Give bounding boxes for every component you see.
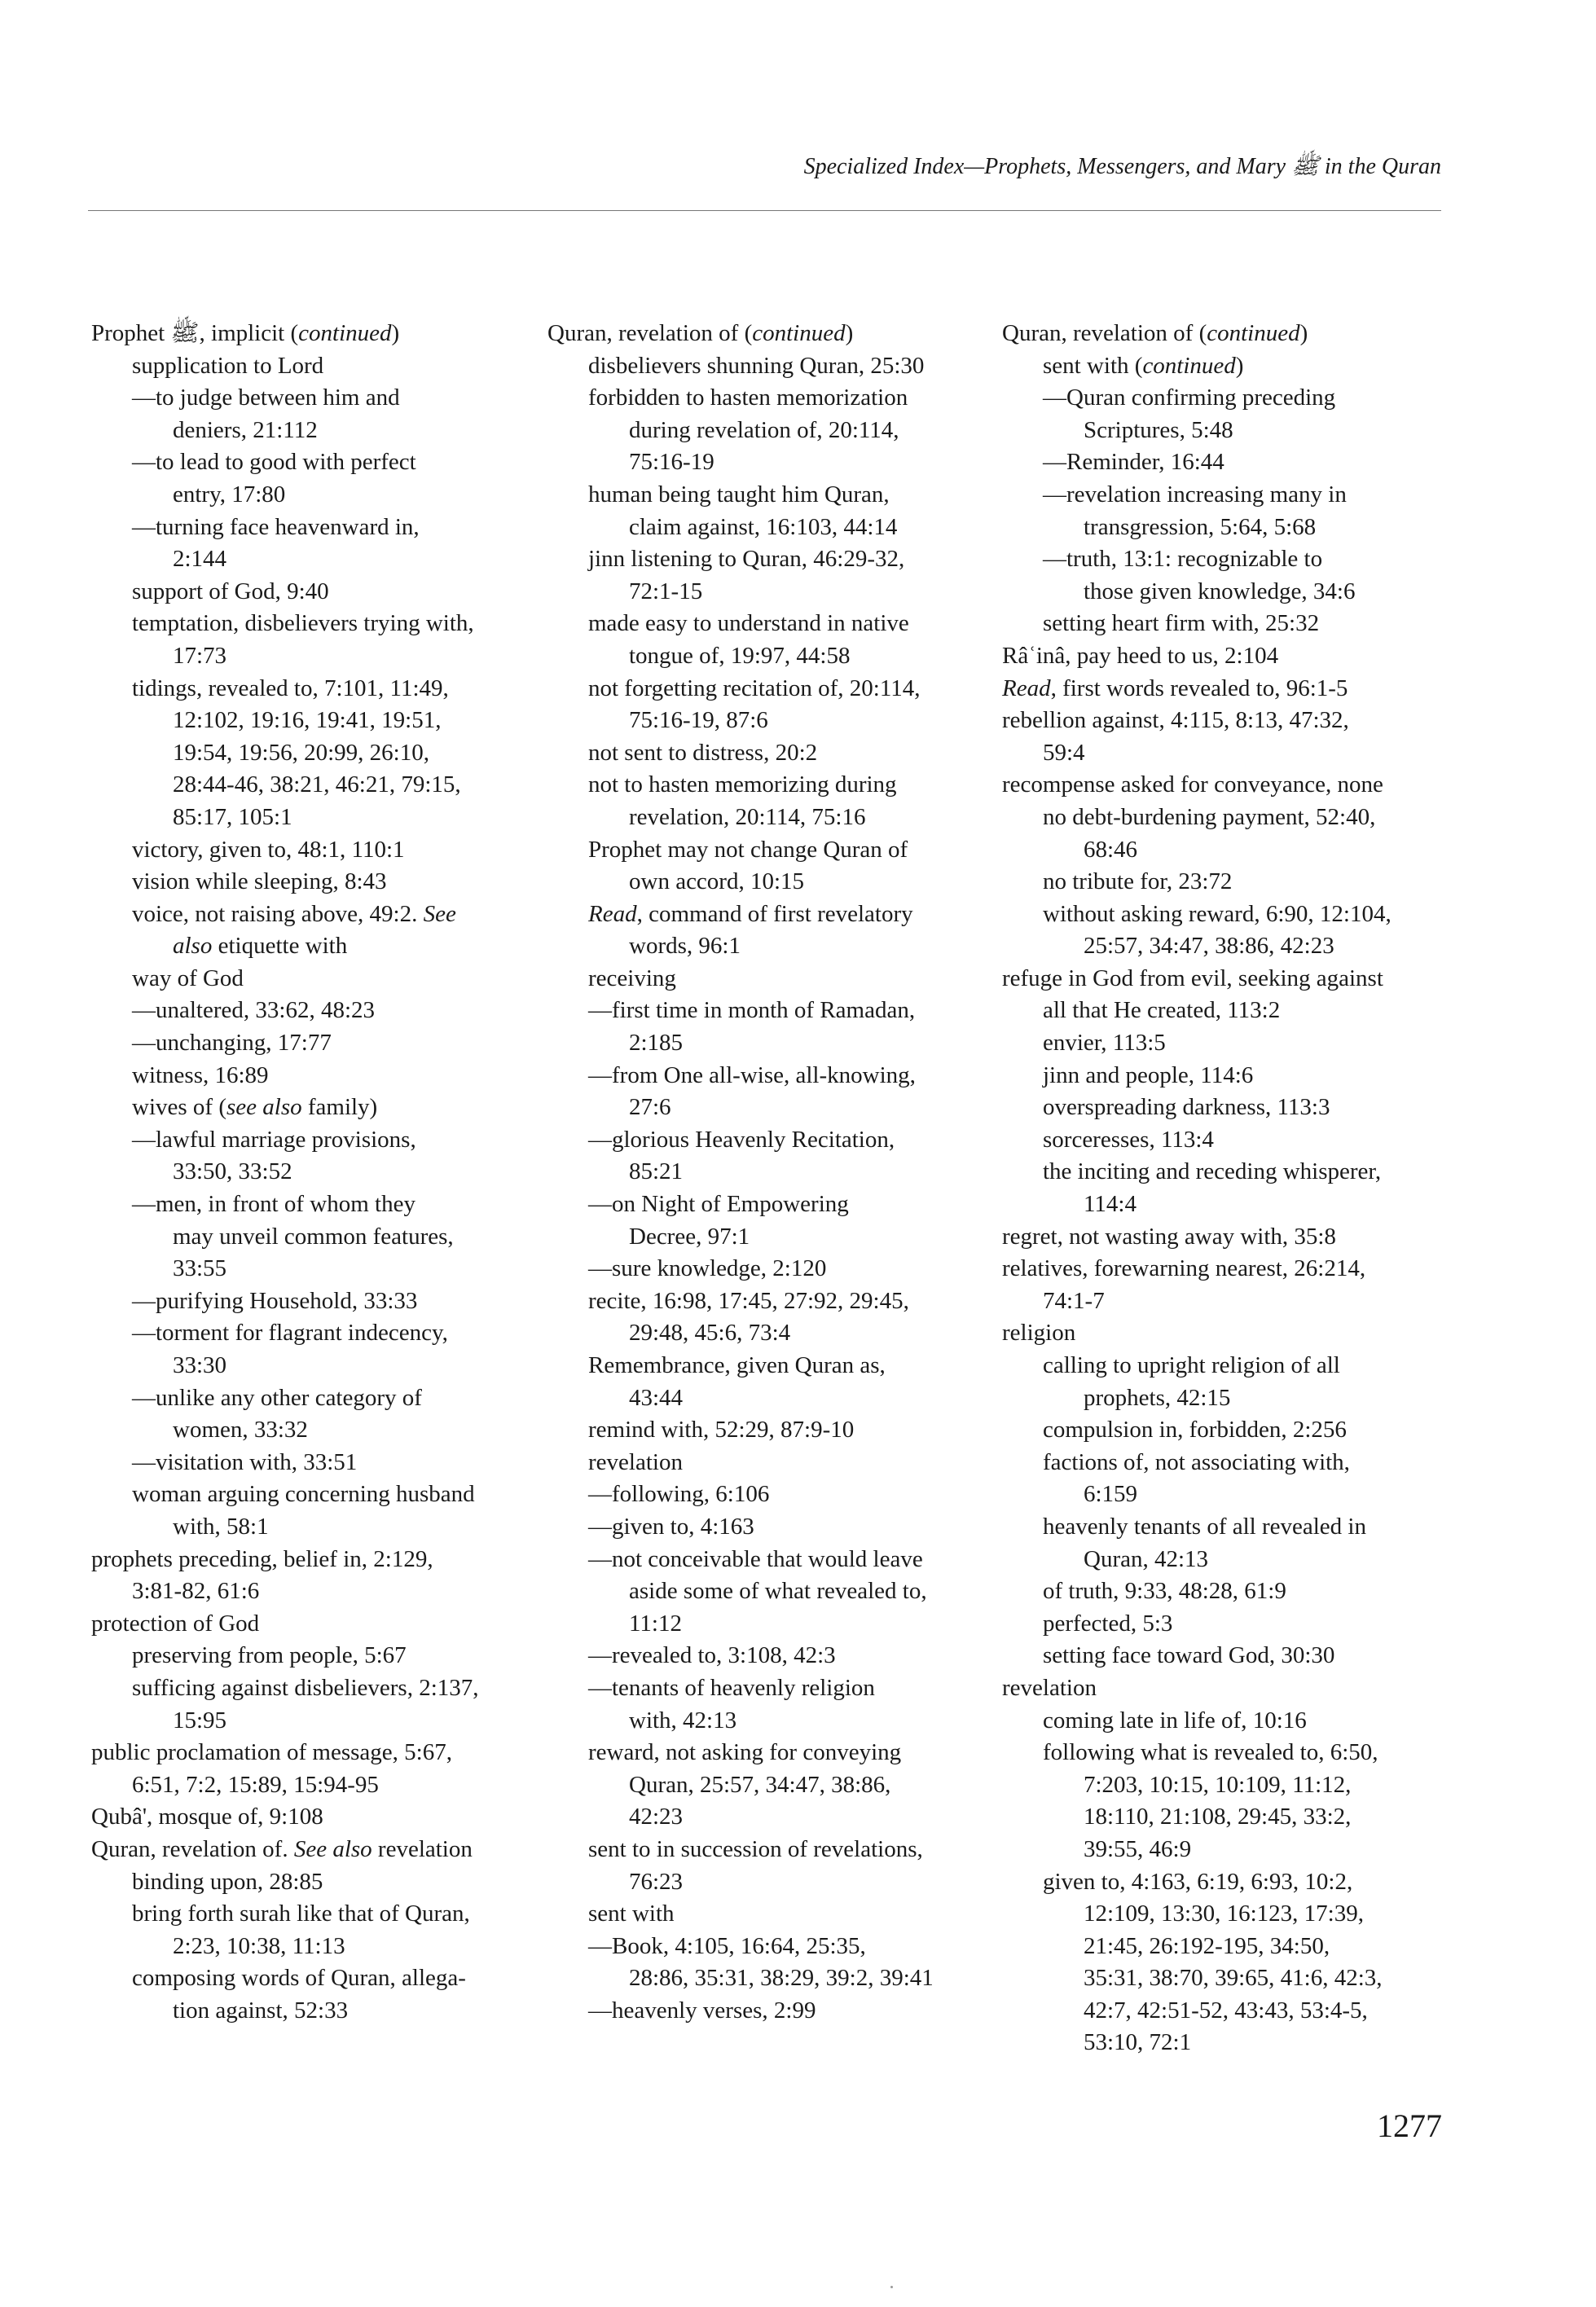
- index-line: setting face toward God, 30:30: [1043, 1642, 1335, 1669]
- index-line: following what is revealed to, 6:50,: [1043, 1739, 1378, 1766]
- index-line: regret, not wasting away with, 35:8: [1002, 1223, 1336, 1250]
- index-line: 42:23: [629, 1804, 684, 1830]
- print-speck: [890, 2286, 893, 2288]
- index-line: —purifying Household, 33:33: [132, 1287, 418, 1314]
- index-line: envier, 113:5: [1043, 1030, 1166, 1057]
- index-line: Quran, 25:57, 34:47, 38:86,: [629, 1771, 891, 1798]
- index-line: —sure knowledge, 2:120: [588, 1255, 827, 1282]
- index-line: rebellion against, 4:115, 8:13, 47:32,: [1002, 707, 1349, 734]
- index-line: 25:57, 34:47, 38:86, 42:23: [1084, 933, 1334, 960]
- index-line: factions of, not associating with,: [1043, 1448, 1350, 1475]
- index-line: —not conceivable that would leave: [588, 1545, 923, 1572]
- index-line: 29:48, 45:6, 73:4: [629, 1320, 791, 1347]
- index-line: with, 42:13: [629, 1707, 737, 1734]
- index-line: sorceresses, 113:4: [1043, 1126, 1214, 1153]
- index-line: 6:51, 7:2, 15:89, 15:94-95: [132, 1771, 379, 1798]
- running-header: Specialized Index—Prophets, Messengers, and Mary ﷺ in the Quran: [803, 154, 1441, 179]
- page-number: 1277: [1377, 2107, 1442, 2144]
- index-line: deniers, 21:112: [173, 416, 318, 443]
- index-line: 2:144: [173, 546, 227, 573]
- index-line: no debt-burdening payment, 52:40,: [1043, 803, 1376, 830]
- index-line: without asking reward, 6:90, 12:104,: [1043, 900, 1392, 927]
- index-line: —heavenly verses, 2:99: [588, 1997, 816, 2024]
- index-line: not forgetting recitation of, 20:114,: [588, 675, 921, 701]
- index-line: revelation: [1002, 1674, 1097, 1701]
- index-line: —first time in month of Ramadan,: [588, 997, 916, 1024]
- index-line: refuge in God from evil, seeking against: [1002, 965, 1383, 991]
- index-line: —revealed to, 3:108, 42:3: [588, 1642, 836, 1669]
- index-line: given to, 4:163, 6:19, 6:93, 10:2,: [1043, 1868, 1353, 1895]
- index-line: all that He created, 113:2: [1043, 997, 1281, 1024]
- index-line: prophets, 42:15: [1084, 1384, 1231, 1411]
- index-line: during revelation of, 20:114,: [629, 416, 899, 443]
- index-line: disbelievers shunning Quran, 25:30: [588, 352, 925, 379]
- index-line: forbidden to hasten memorization: [588, 384, 908, 411]
- index-line: preserving from people, 5:67: [132, 1642, 407, 1669]
- index-line: 27:6: [629, 1094, 671, 1121]
- index-line: Qubâ', mosque of, 9:108: [91, 1804, 323, 1830]
- index-line: wives of (see also family): [132, 1094, 378, 1121]
- index-line: 53:10, 72:1: [1084, 2029, 1192, 2056]
- index-line: —from One all-wise, all-knowing,: [588, 1061, 916, 1088]
- index-line: 17:73: [173, 642, 227, 669]
- index-line: 33:55: [173, 1255, 227, 1282]
- index-line: —Quran confirming preceding: [1043, 384, 1336, 411]
- index-line: with, 58:1: [173, 1513, 269, 1540]
- index-line: religion: [1002, 1320, 1076, 1347]
- index-line: 12:102, 19:16, 19:41, 19:51,: [173, 707, 442, 734]
- index-line: 76:23: [629, 1868, 684, 1895]
- index-line: words, 96:1: [629, 933, 741, 960]
- index-line: victory, given to, 48:1, 110:1: [132, 836, 405, 863]
- index-line: —Reminder, 16:44: [1043, 449, 1224, 476]
- index-line: 72:1-15: [629, 578, 703, 604]
- index-line: voice, not raising above, 49:2. See: [132, 900, 456, 927]
- index-line: —glorious Heavenly Recitation,: [588, 1126, 895, 1153]
- index-line: 33:50, 33:52: [173, 1158, 292, 1185]
- index-line: —unaltered, 33:62, 48:23: [132, 997, 376, 1024]
- index-line: calling to upright religion of all: [1043, 1352, 1340, 1378]
- index-line: —unchanging, 17:77: [132, 1030, 332, 1057]
- index-line: —Book, 4:105, 16:64, 25:35,: [588, 1932, 866, 1959]
- index-line: —given to, 4:163: [588, 1513, 754, 1540]
- index-line: Scriptures, 5:48: [1084, 416, 1233, 443]
- index-line: transgression, 5:64, 5:68: [1084, 513, 1317, 540]
- index-line: 28:86, 35:31, 38:29, 39:2, 39:41: [629, 1965, 934, 1992]
- index-line: 85:17, 105:1: [173, 803, 292, 830]
- index-line: support of God, 9:40: [132, 578, 329, 604]
- index-line: —following, 6:106: [588, 1481, 770, 1508]
- index-line: 19:54, 19:56, 20:99, 26:10,: [173, 739, 429, 766]
- index-line: woman arguing concerning husband: [132, 1481, 475, 1508]
- index-line: human being taught him Quran,: [588, 481, 890, 508]
- index-line: 11:12: [629, 1610, 682, 1637]
- index-line: those given knowledge, 34:6: [1084, 578, 1356, 604]
- index-line: compulsion in, forbidden, 2:256: [1043, 1417, 1347, 1444]
- index-line: recite, 16:98, 17:45, 27:92, 29:45,: [588, 1287, 909, 1314]
- index-line: 68:46: [1084, 836, 1138, 863]
- index-line: vision while sleeping, 8:43: [132, 868, 387, 895]
- index-column-3: [1002, 318, 1458, 2059]
- index-line: heavenly tenants of all revealed in: [1043, 1513, 1366, 1540]
- index-line: 85:21: [629, 1158, 684, 1185]
- index-line: coming late in life of, 10:16: [1043, 1707, 1307, 1734]
- index-line: —lawful marriage provisions,: [132, 1126, 416, 1153]
- index-line: supplication to Lord: [132, 352, 324, 379]
- index-line: perfected, 5:3: [1043, 1610, 1173, 1637]
- index-line: Quran, revelation of (continued): [1002, 320, 1308, 346]
- index-line: overspreading darkness, 113:3: [1043, 1094, 1330, 1121]
- index-line: sent with (continued): [1043, 352, 1244, 379]
- index-line: —torment for flagrant indecency,: [132, 1320, 448, 1347]
- index-line: public proclamation of message, 5:67,: [91, 1739, 452, 1766]
- index-line: 3:81-82, 61:6: [132, 1578, 260, 1605]
- index-column-1: [91, 318, 547, 2027]
- index-line: 6:159: [1084, 1481, 1138, 1508]
- index-line: tion against, 52:33: [173, 1997, 349, 2024]
- index-line: made easy to understand in native: [588, 610, 909, 637]
- index-line: 7:203, 10:15, 10:109, 11:12,: [1084, 1771, 1352, 1798]
- index-line: may unveil common features,: [173, 1223, 454, 1250]
- index-line: —revelation increasing many in: [1043, 481, 1347, 508]
- index-line: 75:16-19, 87:6: [629, 707, 768, 734]
- index-line: revelation: [588, 1448, 683, 1475]
- index-line: sufficing against disbelievers, 2:137,: [132, 1674, 479, 1701]
- index-line: 2:185: [629, 1030, 684, 1057]
- index-line: 43:44: [629, 1384, 684, 1411]
- index-line: composing words of Quran, allega-: [132, 1965, 466, 1992]
- index-line: 114:4: [1084, 1191, 1137, 1218]
- index-line: aside some of what revealed to,: [629, 1578, 927, 1605]
- index-line: women, 33:32: [173, 1417, 308, 1444]
- index-line: tidings, revealed to, 7:101, 11:49,: [132, 675, 449, 701]
- index-line: temptation, disbelievers trying with,: [132, 610, 474, 637]
- index-line: receiving: [588, 965, 676, 991]
- index-line: 18:110, 21:108, 29:45, 33:2,: [1084, 1804, 1352, 1830]
- index-line: entry, 17:80: [173, 481, 286, 508]
- index-line: —tenants of heavenly religion: [588, 1674, 875, 1701]
- index-line: 59:4: [1043, 739, 1085, 766]
- index-line: 12:109, 13:30, 16:123, 17:39,: [1084, 1901, 1364, 1927]
- index-line: sent with: [588, 1901, 675, 1927]
- index-line: setting heart firm with, 25:32: [1043, 610, 1320, 637]
- index-line: jinn and people, 114:6: [1043, 1061, 1254, 1088]
- index-line: reward, not asking for conveying: [588, 1739, 902, 1766]
- index-line: Read, command of first revelatory: [588, 900, 913, 927]
- index-column-2: [547, 318, 1004, 2027]
- index-line: Râʿinâ, pay heed to us, 2:104: [1002, 642, 1279, 669]
- index-line: —unlike any other category of: [132, 1384, 422, 1411]
- index-line: Prophet may not change Quran of: [588, 836, 908, 863]
- index-line: recompense asked for conveyance, none: [1002, 771, 1383, 798]
- index-line: Quran, revelation of (continued): [547, 320, 854, 346]
- index-line: —visitation with, 33:51: [132, 1448, 358, 1475]
- index-line: 21:45, 26:192-195, 34:50,: [1084, 1932, 1330, 1959]
- index-line: sent to in succession of revelations,: [588, 1835, 923, 1862]
- index-line: remind with, 52:29, 87:9-10: [588, 1417, 855, 1444]
- index-line: witness, 16:89: [132, 1061, 269, 1088]
- index-line: prophets preceding, belief in, 2:129,: [91, 1545, 433, 1572]
- index-line: 33:30: [173, 1352, 227, 1378]
- header-rule: [88, 210, 1441, 211]
- index-line: 35:31, 38:70, 39:65, 41:6, 42:3,: [1084, 1965, 1383, 1992]
- index-line: no tribute for, 23:72: [1043, 868, 1233, 895]
- index-line: Quran, revelation of. See also revelation: [91, 1835, 473, 1862]
- index-line: way of God: [132, 965, 244, 991]
- index-line: 74:1-7: [1043, 1287, 1105, 1314]
- index-line: claim against, 16:103, 44:14: [629, 513, 898, 540]
- index-line: tongue of, 19:97, 44:58: [629, 642, 851, 669]
- index-line: 15:95: [173, 1707, 227, 1734]
- index-line: —on Night of Empowering: [588, 1191, 849, 1218]
- index-line: binding upon, 28:85: [132, 1868, 323, 1895]
- index-line: Remembrance, given Quran as,: [588, 1352, 886, 1378]
- index-line: 39:55, 46:9: [1084, 1835, 1192, 1862]
- index-line: the inciting and receding whisperer,: [1043, 1158, 1382, 1185]
- index-line: —turning face heavenward in,: [132, 513, 420, 540]
- index-line: —men, in front of whom they: [132, 1191, 415, 1218]
- index-line: protection of God: [91, 1610, 260, 1637]
- index-line: 42:7, 42:51-52, 43:43, 53:4-5,: [1084, 1997, 1368, 2024]
- index-line: Quran, 42:13: [1084, 1545, 1209, 1572]
- index-line: also etiquette with: [173, 933, 348, 960]
- index-line: —to judge between him and: [132, 384, 400, 411]
- index-line: bring forth surah like that of Quran,: [132, 1901, 470, 1927]
- index-line: relatives, forewarning nearest, 26:214,: [1002, 1255, 1366, 1282]
- index-line: of truth, 9:33, 48:28, 61:9: [1043, 1578, 1286, 1605]
- index-line: 28:44-46, 38:21, 46:21, 79:15,: [173, 771, 461, 798]
- index-line: Prophet ﷺ, implicit (continued): [91, 320, 400, 346]
- index-line: 75:16-19: [629, 449, 714, 476]
- index-line: not sent to distress, 20:2: [588, 739, 818, 766]
- index-line: own accord, 10:15: [629, 868, 805, 895]
- index-line: —truth, 13:1: recognizable to: [1043, 546, 1323, 573]
- index-line: not to hasten memorizing during: [588, 771, 897, 798]
- index-line: —to lead to good with perfect: [132, 449, 416, 476]
- index-line: 2:23, 10:38, 11:13: [173, 1932, 345, 1959]
- index-line: Read, first words revealed to, 96:1-5: [1002, 675, 1348, 701]
- index-line: jinn listening to Quran, 46:29-32,: [588, 546, 905, 573]
- index-line: Decree, 97:1: [629, 1223, 750, 1250]
- index-line: revelation, 20:114, 75:16: [629, 803, 866, 830]
